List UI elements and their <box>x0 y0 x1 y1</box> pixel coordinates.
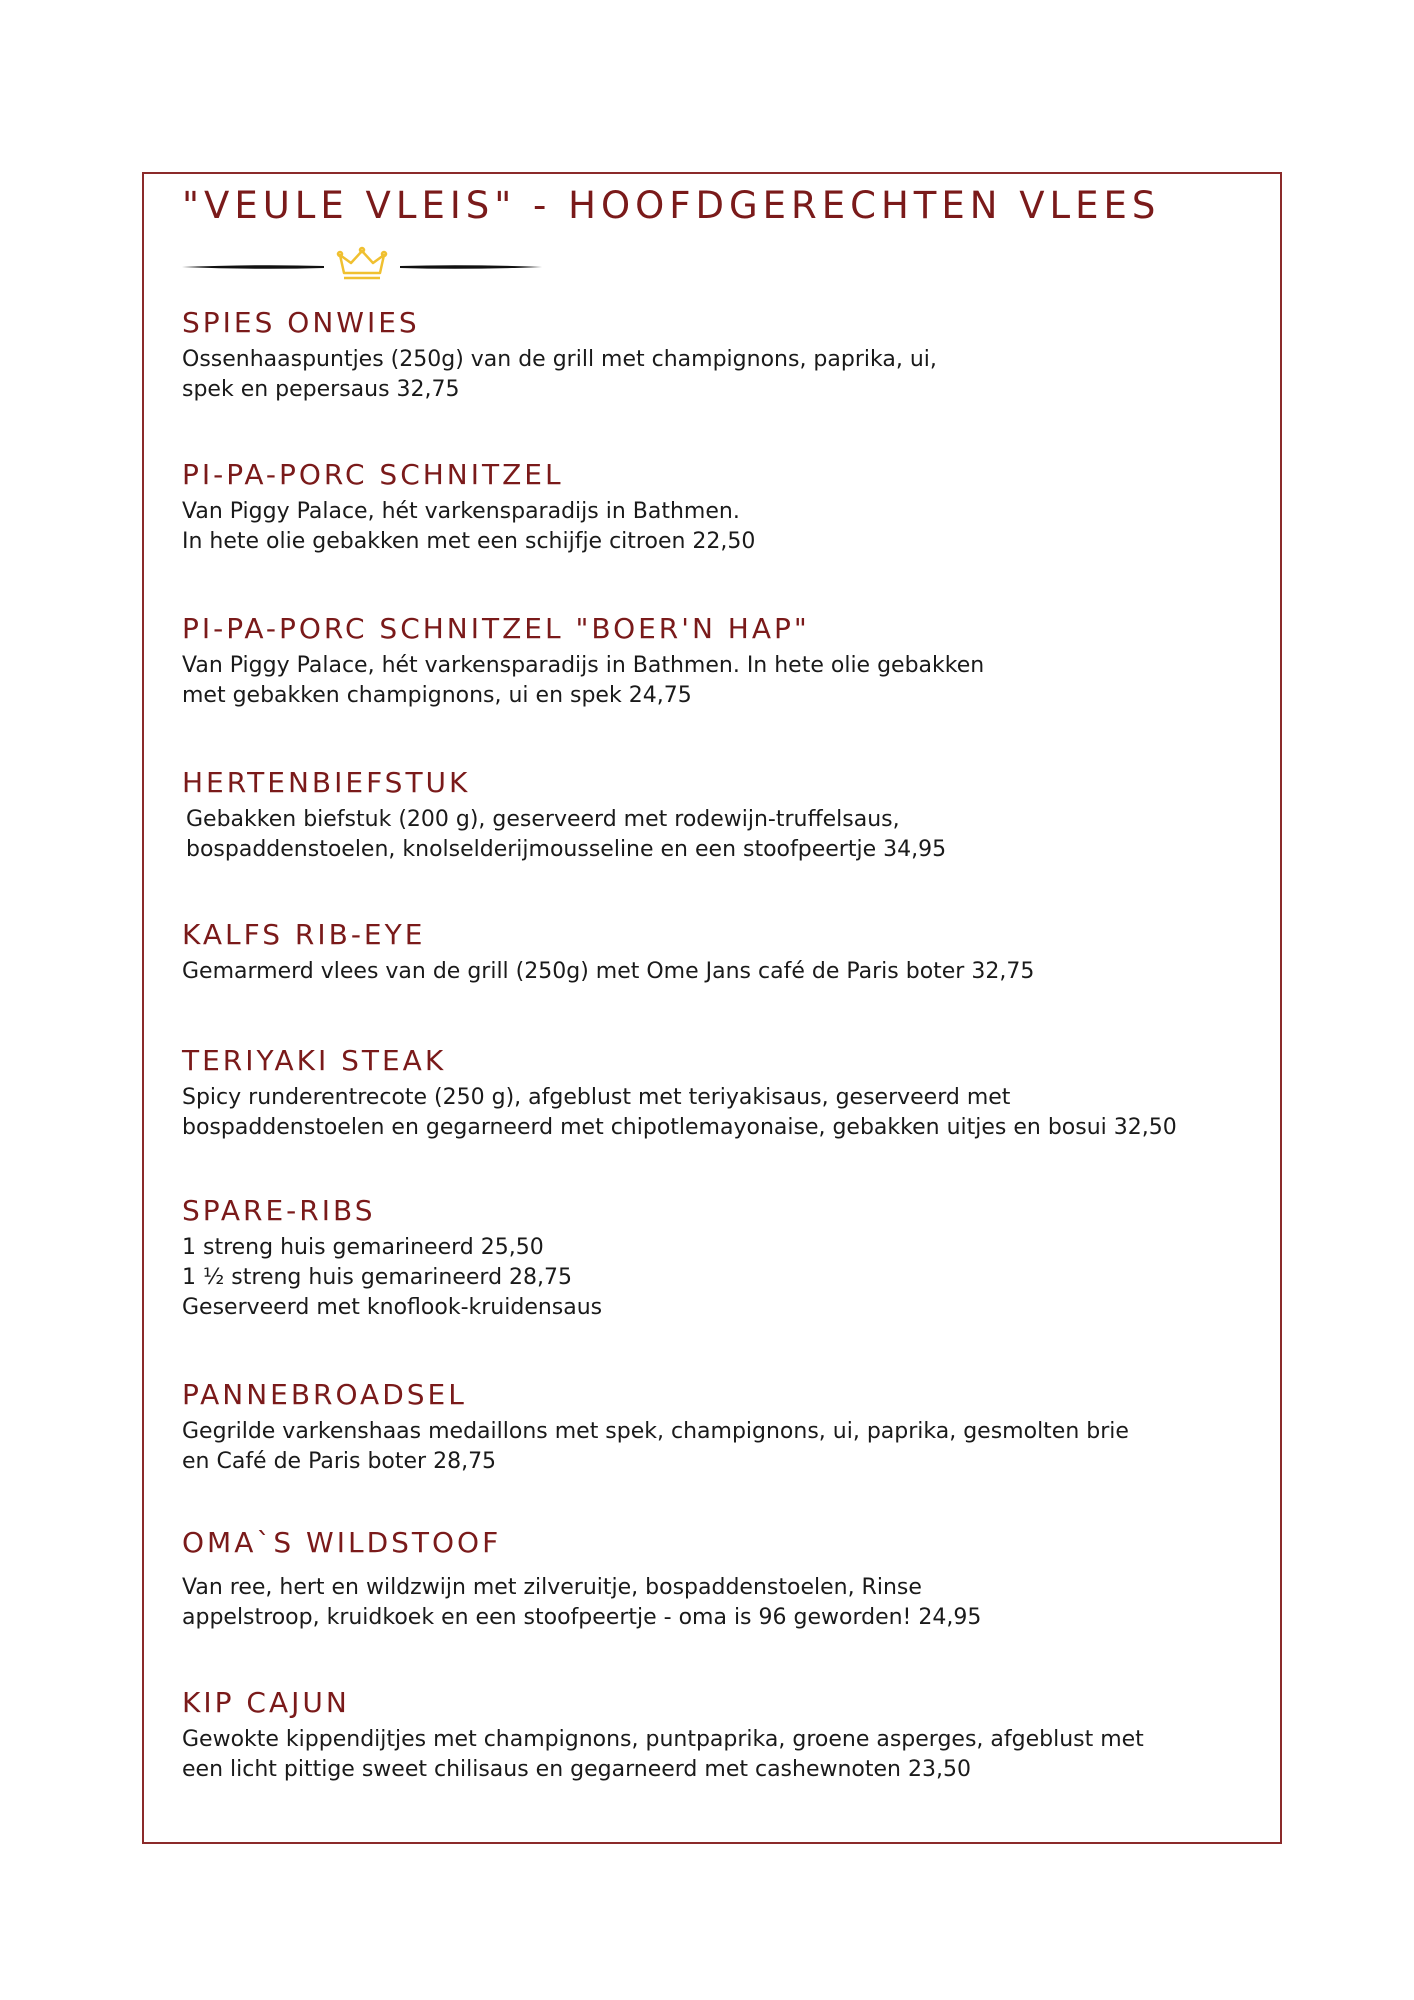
item-description <box>182 345 1242 405</box>
description-line: Spicy runderentrecote (250 g), afgeblust met teriyakisaus, geserveerd met <box>182 1085 1011 1110</box>
item-name: HERTENBIEFSTUK <box>182 766 471 799</box>
item-description <box>182 497 1242 557</box>
item-description <box>182 1417 1242 1477</box>
description-line: bospaddenstoelen en gegarneerd met chipotlemayonaise, gebakken uitjes en bosui 32,50 <box>182 1115 1177 1140</box>
description-line: 1 streng huis gemarineerd 25,50 <box>182 1235 544 1260</box>
menu-item-spare-ribs <box>182 1194 1242 1323</box>
description-line: een licht pittige sweet chilisaus en gegarneerd met cashewnoten 23,50 <box>182 1757 971 1782</box>
description-line: Van Piggy Palace, hét varkensparadijs in Bathmen. In hete olie gebakken <box>182 653 985 678</box>
description-line: Gemarmerd vlees van de grill (250g) met Ome Jans café de Paris boter 32,75 <box>182 959 1035 984</box>
description-line: In hete olie gebakken met een schijfje citroen 22,50 <box>182 529 756 554</box>
item-name: PANNEBROADSEL <box>182 1378 467 1411</box>
menu-item-kalfs-rib-eye <box>182 918 1242 987</box>
description-line: Van Piggy Palace, hét varkensparadijs in Bathmen. <box>182 499 740 524</box>
description-line: Geserveerd met knoflook-kruidensaus <box>182 1295 603 1320</box>
item-description <box>182 1725 1242 1785</box>
item-name: OMA`S WILDSTOOF <box>182 1526 502 1559</box>
item-description <box>182 1083 1242 1143</box>
item-description <box>182 957 1242 987</box>
item-description <box>182 651 1242 711</box>
menu-item-boern-hap <box>182 612 1242 711</box>
item-name: KIP CAJUN <box>182 1686 350 1719</box>
menu-item-pannebroadsel <box>182 1378 1242 1477</box>
item-name: TERIYAKI STEAK <box>182 1044 447 1077</box>
menu-title: "VEULE VLEIS" - HOOFDGERECHTEN VLEES <box>182 184 1161 227</box>
crown-icon <box>338 248 386 278</box>
menu-item-pi-pa-porc-schnitzel <box>182 458 1242 557</box>
description-line: en Café de Paris boter 28,75 <box>182 1449 497 1474</box>
menu-item-omas-wildstoof <box>182 1526 1242 1633</box>
description-line: bospaddenstoelen, knolselderijmousseline en een stoofpeertje 34,95 <box>186 837 947 862</box>
description-line: appelstroop, kruidkoek en een stoofpeertje - oma is 96 geworden! 24,95 <box>182 1605 982 1630</box>
description-line: spek en pepersaus 32,75 <box>182 377 460 402</box>
item-name: KALFS RIB-EYE <box>182 918 426 951</box>
item-description <box>182 1233 1242 1323</box>
item-name: PI-PA-PORC SCHNITZEL <box>182 458 564 491</box>
title-ornament <box>182 245 542 285</box>
item-name: SPIES ONWIES <box>182 306 420 339</box>
item-description <box>186 805 1242 865</box>
description-line: Gebakken biefstuk (200 g), geserveerd met rodewijn-truffelsaus, <box>186 807 900 832</box>
description-line: 1 ½ streng huis gemarineerd 28,75 <box>182 1265 573 1290</box>
item-name: SPARE-RIBS <box>182 1194 376 1227</box>
item-description <box>182 1573 1242 1633</box>
description-line: met gebakken champignons, ui en spek 24,75 <box>182 683 692 708</box>
description-line: Ossenhaaspuntjes (250g) van de grill met champignons, paprika, ui, <box>182 347 937 372</box>
menu-item-teriyaki-steak <box>182 1044 1242 1143</box>
item-name: PI-PA-PORC SCHNITZEL "BOER'N HAP" <box>182 612 810 645</box>
menu-item-kip-cajun <box>182 1686 1242 1785</box>
menu-item-hertenbiefstuk <box>182 766 1242 865</box>
description-line: Gegrilde varkenshaas medaillons met spek, champignons, ui, paprika, gesmolten brie <box>182 1419 1129 1444</box>
menu-item-spies-onwies <box>182 306 1242 405</box>
description-line: Van ree, hert en wildzwijn met zilveruitje, bospaddenstoelen, Rinse <box>182 1575 922 1600</box>
description-line: Gewokte kippendijtjes met champignons, puntpaprika, groene asperges, afgeblust met <box>182 1727 1144 1752</box>
